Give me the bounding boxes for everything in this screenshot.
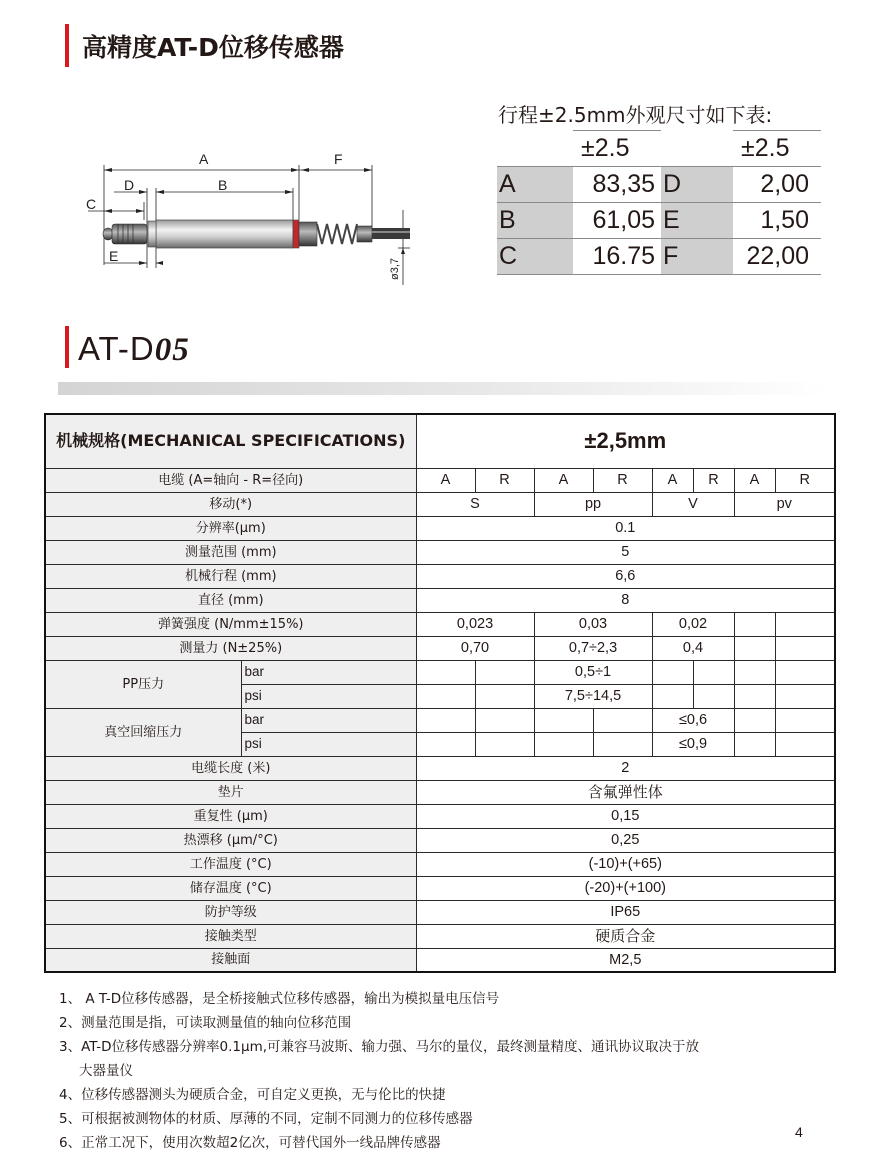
dim-label-c: C: [86, 196, 97, 212]
spec-head-label: 机械规格(MECHANICAL SPECIFICATIONS): [45, 414, 416, 468]
spec-row-spring: 弹簧强度 (N/mm±15%) 0,023 0,03 0,02: [45, 612, 835, 636]
dim-row: C 16.75 F 22,00: [497, 239, 821, 275]
notes-list: [59, 987, 799, 1155]
spec-row-repeatability: 重复性 (μm) 0,15: [45, 804, 835, 828]
spec-head-value: ±2,5mm: [416, 414, 835, 468]
spec-row-resolution: 分辨率(μm) 0.1: [45, 516, 835, 540]
pp-pressure-label: PP压力: [45, 660, 241, 708]
spec-row-vac-psi: psi ≤0,9: [45, 732, 835, 756]
model-accent-bar: [65, 326, 69, 368]
page-number: 4: [795, 1124, 803, 1140]
note-item: 4、位移传感器测头为硬质合金，可自定义更换，无与伦比的快捷: [59, 1087, 446, 1103]
dim-row: B 61,05 E 1,50: [497, 203, 821, 239]
spec-row-contact-type: 接触类型 硬质合金: [45, 924, 835, 948]
note-item-continuation: 大器量仪: [79, 1063, 133, 1079]
dim-row: A 83,35 D 2,00: [497, 167, 821, 203]
section-divider-strip: [58, 382, 828, 395]
spec-row-diameter: 直径 (mm) 8: [45, 588, 835, 612]
spec-row-thermal-drift: 热漂移 (μm/°C) 0,25: [45, 828, 835, 852]
note-item: 1、 A T-D位移传感器，是全桥接触式位移传感器，输出为模拟量电压信号: [59, 991, 500, 1007]
note-item: 3、AT-D位移传感器分辨率0.1μm,可兼容马波斯、输力强、马尔的量仪，最终测量精度、通讯协议取决于放: [59, 1039, 700, 1055]
dim-label-a: A: [199, 151, 209, 167]
dim-label-f: F: [334, 151, 343, 167]
spec-row-storage-temp: 储存温度 (°C) (-20)+(+100): [45, 876, 835, 900]
spec-row-protection: 防护等级 IP65: [45, 900, 835, 924]
note-item: 5、可根据被测物体的材质、厚薄的不同，定制不同测力的位移传感器: [59, 1111, 473, 1127]
note-item: 2、测量范围是指，可读取测量值的轴向位移范围: [59, 1015, 352, 1031]
dim-header-right: ±2.5: [733, 131, 821, 167]
spec-row-movement: 移动(*) S pp V pv: [45, 492, 835, 516]
spec-table: [44, 413, 836, 973]
spec-row-contact-face: 接触面 M2,5: [45, 948, 835, 972]
title-accent-bar: [65, 24, 69, 67]
vac-pressure-label: 真空回缩压力: [45, 708, 241, 756]
spec-row-work-temp: 工作温度 (°C) (-10)+(+65): [45, 852, 835, 876]
model-title: AT-D05: [78, 330, 190, 368]
spec-row-vac-bar: 真空回缩压力 bar ≤0,6: [45, 708, 835, 732]
sensor-dimension-drawing: [60, 140, 440, 300]
dim-label-d: D: [124, 177, 135, 193]
dim-header-left: ±2.5: [573, 131, 661, 167]
dim-label-e: E: [109, 248, 119, 264]
spec-row-gasket: 垫片 含氟弹性体: [45, 780, 835, 804]
dimensions-table: [497, 130, 821, 275]
spec-row-pp-bar: PP压力 bar 0,5÷1: [45, 660, 835, 684]
note-item: 6、正常工况下，使用次数超2亿次，可替代国外一线品牌传感器: [59, 1135, 441, 1151]
dim-label-diameter: ø3,7: [389, 257, 401, 280]
spec-row-mech-travel: 机械行程 (mm) 6,6: [45, 564, 835, 588]
spec-row-cable-length: 电缆长度 (米) 2: [45, 756, 835, 780]
spec-row-range: 测量范围 (mm) 5: [45, 540, 835, 564]
dimensions-caption: 行程±2.5mm外观尺寸如下表:: [498, 103, 773, 127]
spec-row-pp-psi: psi 7,5÷14,5: [45, 684, 835, 708]
spec-row-force: 测量力 (N±25%) 0,70 0,7÷2,3 0,4: [45, 636, 835, 660]
spec-row-cable: 电缆 (A=轴向 - R=径向) A R A R A R A R: [45, 468, 835, 492]
page-title: 高精度AT-D位移传感器: [82, 33, 344, 62]
dim-label-b: B: [218, 177, 228, 193]
